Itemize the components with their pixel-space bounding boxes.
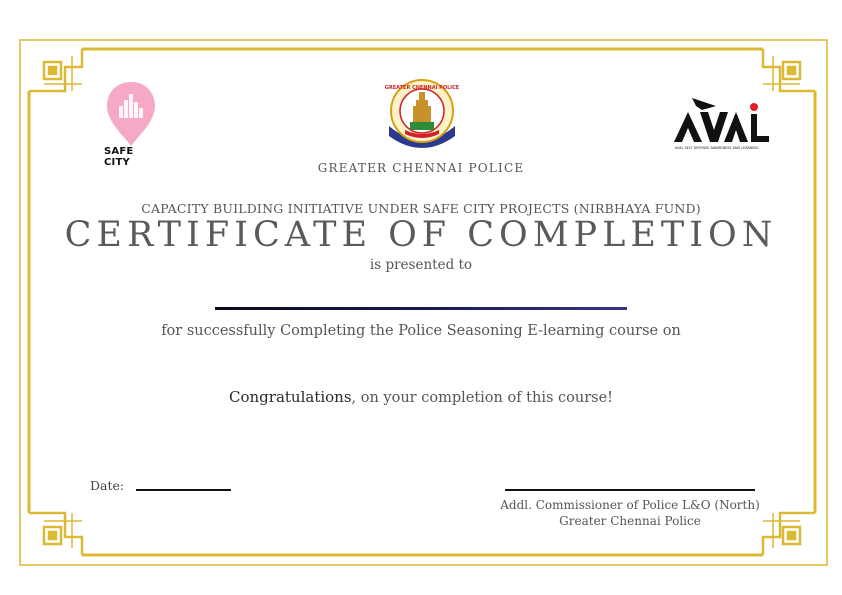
safe-city-logo xyxy=(100,80,162,168)
congratulations-word: Congratulations xyxy=(229,388,352,406)
safe-city-label: SAFE CITY xyxy=(104,146,134,168)
aval-logo xyxy=(672,96,772,154)
congratulations-rest: , on your completion of this course! xyxy=(351,390,613,406)
presented-to-text: is presented to xyxy=(369,257,473,273)
signatory-title: Addl. Commissioner of Police L&O (North) xyxy=(500,498,760,512)
organization-name: GREATER CHENNAI POLICE xyxy=(317,161,525,175)
police-emblem-icon xyxy=(383,78,461,156)
map-pin-icon xyxy=(100,80,162,148)
aval-subtitle: AVAL SELF DEFENSE AWARENESS AND LEARNING xyxy=(675,146,759,150)
svg-text:TAMIL NADU: TAMIL NADU xyxy=(411,147,433,151)
aval-logo-icon xyxy=(672,96,772,148)
recipient-name-line xyxy=(215,307,627,310)
date-label: Date: xyxy=(90,478,125,493)
congratulations-message xyxy=(0,388,842,406)
police-emblem xyxy=(383,78,461,156)
signatory-block xyxy=(496,498,764,529)
corner-ornament-bottom-left xyxy=(29,513,82,555)
course-description: for successfully Completing the Police Seasoning E-learning course on xyxy=(161,323,681,339)
signature-line xyxy=(505,489,755,491)
corner-ornament-top-left xyxy=(29,49,82,91)
corner-ornament-bottom-right xyxy=(763,513,815,555)
signatory-org: Greater Chennai Police xyxy=(559,513,701,528)
certificate-title: CERTIFICATE OF COMPLETION xyxy=(64,215,778,255)
corner-ornament-top-right xyxy=(763,49,815,91)
date-line xyxy=(136,489,231,491)
initiative-heading: CAPACITY BUILDING INITIATIVE UNDER SAFE CITY PROJECTS (NIRBHAYA FUND) xyxy=(141,201,701,216)
svg-text:GREATER CHENNAI POLICE: GREATER CHENNAI POLICE xyxy=(384,85,460,91)
